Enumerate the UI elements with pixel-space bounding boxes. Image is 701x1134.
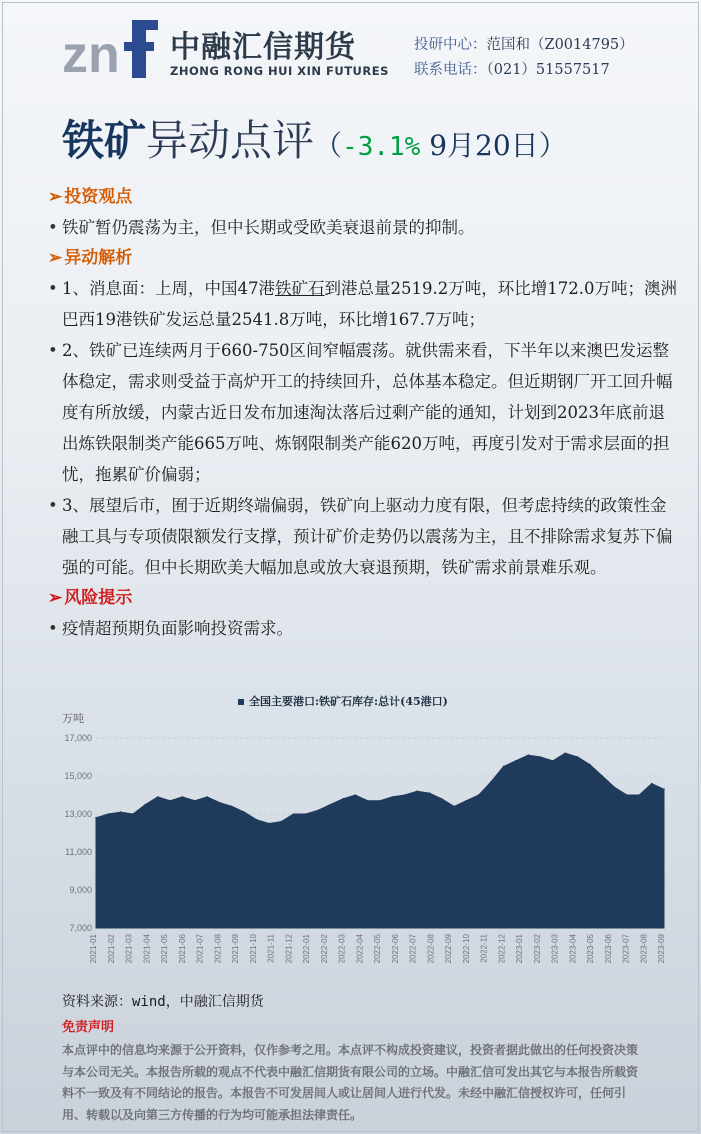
data-point	[157, 796, 159, 798]
x-tick-label: 2023-06	[603, 934, 613, 964]
data-point	[614, 787, 616, 789]
arrow-icon: ➢	[48, 248, 63, 268]
x-tick-label: 2023-01	[515, 934, 524, 964]
data-point	[95, 817, 97, 819]
title-date: 9月20日	[420, 129, 539, 162]
iron-ore-link[interactable]: 铁矿石	[275, 279, 325, 298]
analysis-bullet-1-b: 到港总量2519.2万吨，环比增172.0万吨；澳洲巴西19港铁矿发运总量2541.8万吨，环比增167.7万吨；	[62, 279, 677, 329]
logo-mark-text: zn	[62, 26, 120, 80]
data-point	[318, 809, 320, 811]
section-heading-analysis	[48, 243, 678, 273]
x-tick-label: 2022-06	[390, 934, 400, 964]
title-commodity: 铁矿	[62, 116, 147, 165]
x-tick-label: 2022-01	[302, 934, 311, 964]
data-point	[120, 811, 122, 813]
data-point	[231, 806, 233, 808]
disclaimer-heading: 免责声明	[62, 1020, 115, 1035]
x-tick-label: 2022-11	[479, 934, 489, 963]
title-type: 异动点评	[146, 116, 315, 165]
data-source	[62, 991, 264, 1011]
data-point	[478, 794, 480, 796]
data-point	[564, 752, 566, 754]
data-point	[392, 796, 394, 798]
chart-plot	[58, 688, 670, 978]
data-point	[182, 796, 184, 798]
logo-mark-icon	[62, 16, 162, 80]
x-tick-label: 2023-03	[550, 934, 560, 964]
data-point	[330, 804, 332, 806]
data-point	[305, 813, 307, 815]
y-tick-label: 15,000	[64, 771, 92, 781]
x-tick-label: 2022-03	[337, 934, 347, 964]
data-point	[503, 766, 505, 768]
x-tick-label: 2021-06	[177, 934, 187, 964]
x-tick-label: 2022-08	[426, 934, 436, 964]
contact-info	[414, 33, 634, 83]
source-value: wind，中融汇信期货	[132, 994, 264, 1010]
data-point	[256, 819, 258, 821]
data-point	[466, 800, 468, 802]
x-tick-label: 2021-01	[89, 934, 98, 964]
data-point	[280, 821, 282, 823]
x-tick-label: 2021-04	[142, 934, 152, 964]
x-tick-label: 2021-12	[284, 934, 294, 964]
data-point	[527, 754, 529, 756]
x-tick-label: 2022-09	[444, 934, 453, 964]
x-tick-label: 2022-05	[373, 934, 382, 964]
title-change: -3.1%	[342, 132, 421, 162]
x-tick-label: 2023-07	[621, 934, 631, 964]
data-point	[602, 775, 604, 777]
data-point	[552, 760, 554, 762]
data-point	[626, 794, 628, 796]
x-tick-label: 2023-05	[586, 934, 595, 964]
chart-legend-label: 全国主要港口:铁矿石库存:总计(45港口)	[249, 695, 448, 708]
data-point	[663, 789, 665, 791]
research-row	[414, 33, 634, 58]
inventory-chart	[58, 688, 670, 978]
source-label: 资料来源：	[62, 994, 132, 1010]
page-title	[62, 108, 567, 168]
x-tick-label: 2021-10	[248, 934, 258, 964]
data-point	[540, 756, 542, 758]
x-tick-label: 2021-08	[213, 934, 223, 964]
y-tick-label: 7,000	[69, 923, 92, 933]
data-point	[293, 813, 295, 815]
arrow-icon: ➢	[48, 187, 63, 207]
x-tick-label: 2023-09	[657, 934, 666, 964]
data-point	[577, 756, 579, 758]
data-point	[589, 764, 591, 766]
x-tick-label: 2021-11	[266, 934, 276, 963]
y-tick-label: 11,000	[65, 847, 92, 857]
data-point	[639, 794, 641, 796]
chart-unit: 万吨	[62, 712, 84, 725]
data-point	[441, 798, 443, 800]
data-point	[651, 783, 653, 785]
phone-value: （021）51557517	[486, 62, 610, 78]
data-point	[342, 798, 344, 800]
data-point	[515, 760, 517, 762]
data-point	[367, 800, 369, 802]
x-tick-label: 2022-07	[408, 934, 418, 964]
x-tick-label: 2022-10	[461, 934, 471, 964]
logo-f-bar	[124, 42, 154, 51]
data-point	[145, 804, 147, 806]
data-point	[219, 802, 221, 804]
data-point	[355, 794, 357, 796]
x-tick-label: 2023-04	[568, 934, 578, 964]
data-point	[453, 806, 455, 808]
area-series	[96, 753, 664, 928]
logo-f-top	[132, 20, 158, 30]
analysis-bullet-2: • 2、铁矿已连续两月于660-750区间窄幅震荡。就供需来看，下半年以来澳巴发运整体稳定，需求则受益于高炉开工的持续回升，总体基本稳定。但近期钢厂开工回升幅度有所放缓，内蒙古近日发布加速淘汰落后过剩产能的通知，计划到2023年底前退出炼铁限制类产能665万吨、炼钢限制类产能620万吨，再度引发对于需求层面的担忧，拖累矿价偏弱；	[48, 335, 678, 490]
phone-row	[414, 58, 634, 83]
x-tick-label: 2021-09	[231, 934, 240, 964]
section-heading-analysis-text: 异动解析	[64, 248, 133, 268]
x-tick-label: 2021-05	[160, 934, 169, 964]
y-tick-label: 13,000	[64, 809, 92, 819]
x-tick-label: 2023-08	[639, 934, 649, 964]
analysis-bullet-1	[48, 273, 678, 335]
x-tick-label: 2022-02	[319, 934, 329, 964]
brand-name-cn: 中融汇信期货	[170, 30, 356, 65]
data-point	[169, 800, 171, 802]
x-tick-label: 2021-02	[106, 934, 116, 964]
section-heading-view-text: 投资观点	[64, 187, 133, 207]
phone-label: 联系电话：	[414, 62, 487, 78]
data-point	[243, 811, 245, 813]
company-logo	[62, 16, 389, 80]
data-point	[206, 796, 208, 798]
analysis-bullet-3: • 3、展望后市，囿于近期终端偏弱，铁矿向上驱动力度有限，但考虑持续的政策性金融工具与专项债限额发行支撑，预计矿价走势仍以震荡为主，且不排除需求复苏下偏强的可能。但中长期欧美大幅加息或放大衰退预期，铁矿需求前景难乐观。	[48, 490, 678, 583]
data-point	[379, 800, 381, 802]
analysis-bullet-1-a: 1、消息面：上周，中国47港	[62, 279, 275, 298]
section-heading-risk	[48, 583, 678, 613]
report-content	[48, 182, 678, 644]
title-open-paren: （	[314, 129, 343, 162]
data-point	[429, 792, 431, 794]
view-bullet: • 铁矿暂仍震荡为主，但中长期或受欧美衰退前景的抑制。	[48, 212, 678, 243]
data-point	[108, 813, 110, 815]
research-value: 范国和（Z0014795）	[486, 37, 634, 53]
risk-bullet: • 疫情超预期负面影响投资需求。	[48, 613, 678, 644]
x-tick-label: 2021-03	[124, 934, 134, 964]
disclaimer-text: 本点评中的信息均来源于公开资料，仅作参考之用。本点评不构成投资建议，投资者据此做出的任何投资决策与本公司无关。本报告所载的观点不代表中融汇信期货有限公司的立场。中融汇信可发出其它与本报告所载资料不一致及有不同结论的报告。本报告不可发居间人或让居间人进行代发。未经中融汇信授权许可，任何引用、转载以及向第三方传播的行为均可能承担法律责任。	[62, 1043, 639, 1122]
section-heading-view	[48, 182, 678, 212]
data-point	[194, 800, 196, 802]
x-tick-label: 2022-04	[355, 934, 365, 964]
brand-name-en: ZHONG RONG HUI XIN FUTURES	[170, 64, 389, 78]
data-point	[404, 794, 406, 796]
section-heading-risk-text: 风险提示	[64, 588, 133, 608]
y-tick-label: 17,000	[64, 733, 92, 743]
data-point	[490, 781, 492, 783]
data-point	[268, 823, 270, 825]
x-tick-label: 2021-07	[195, 934, 205, 964]
y-tick-label: 9,000	[69, 885, 92, 895]
arrow-icon: ➢	[48, 588, 63, 608]
data-point	[416, 790, 418, 792]
title-close-paren: ）	[538, 129, 567, 162]
research-label: 投研中心：	[414, 37, 487, 53]
x-tick-label: 2022-12	[497, 934, 507, 964]
data-point	[132, 813, 134, 815]
x-tick-label: 2023-02	[532, 934, 542, 964]
